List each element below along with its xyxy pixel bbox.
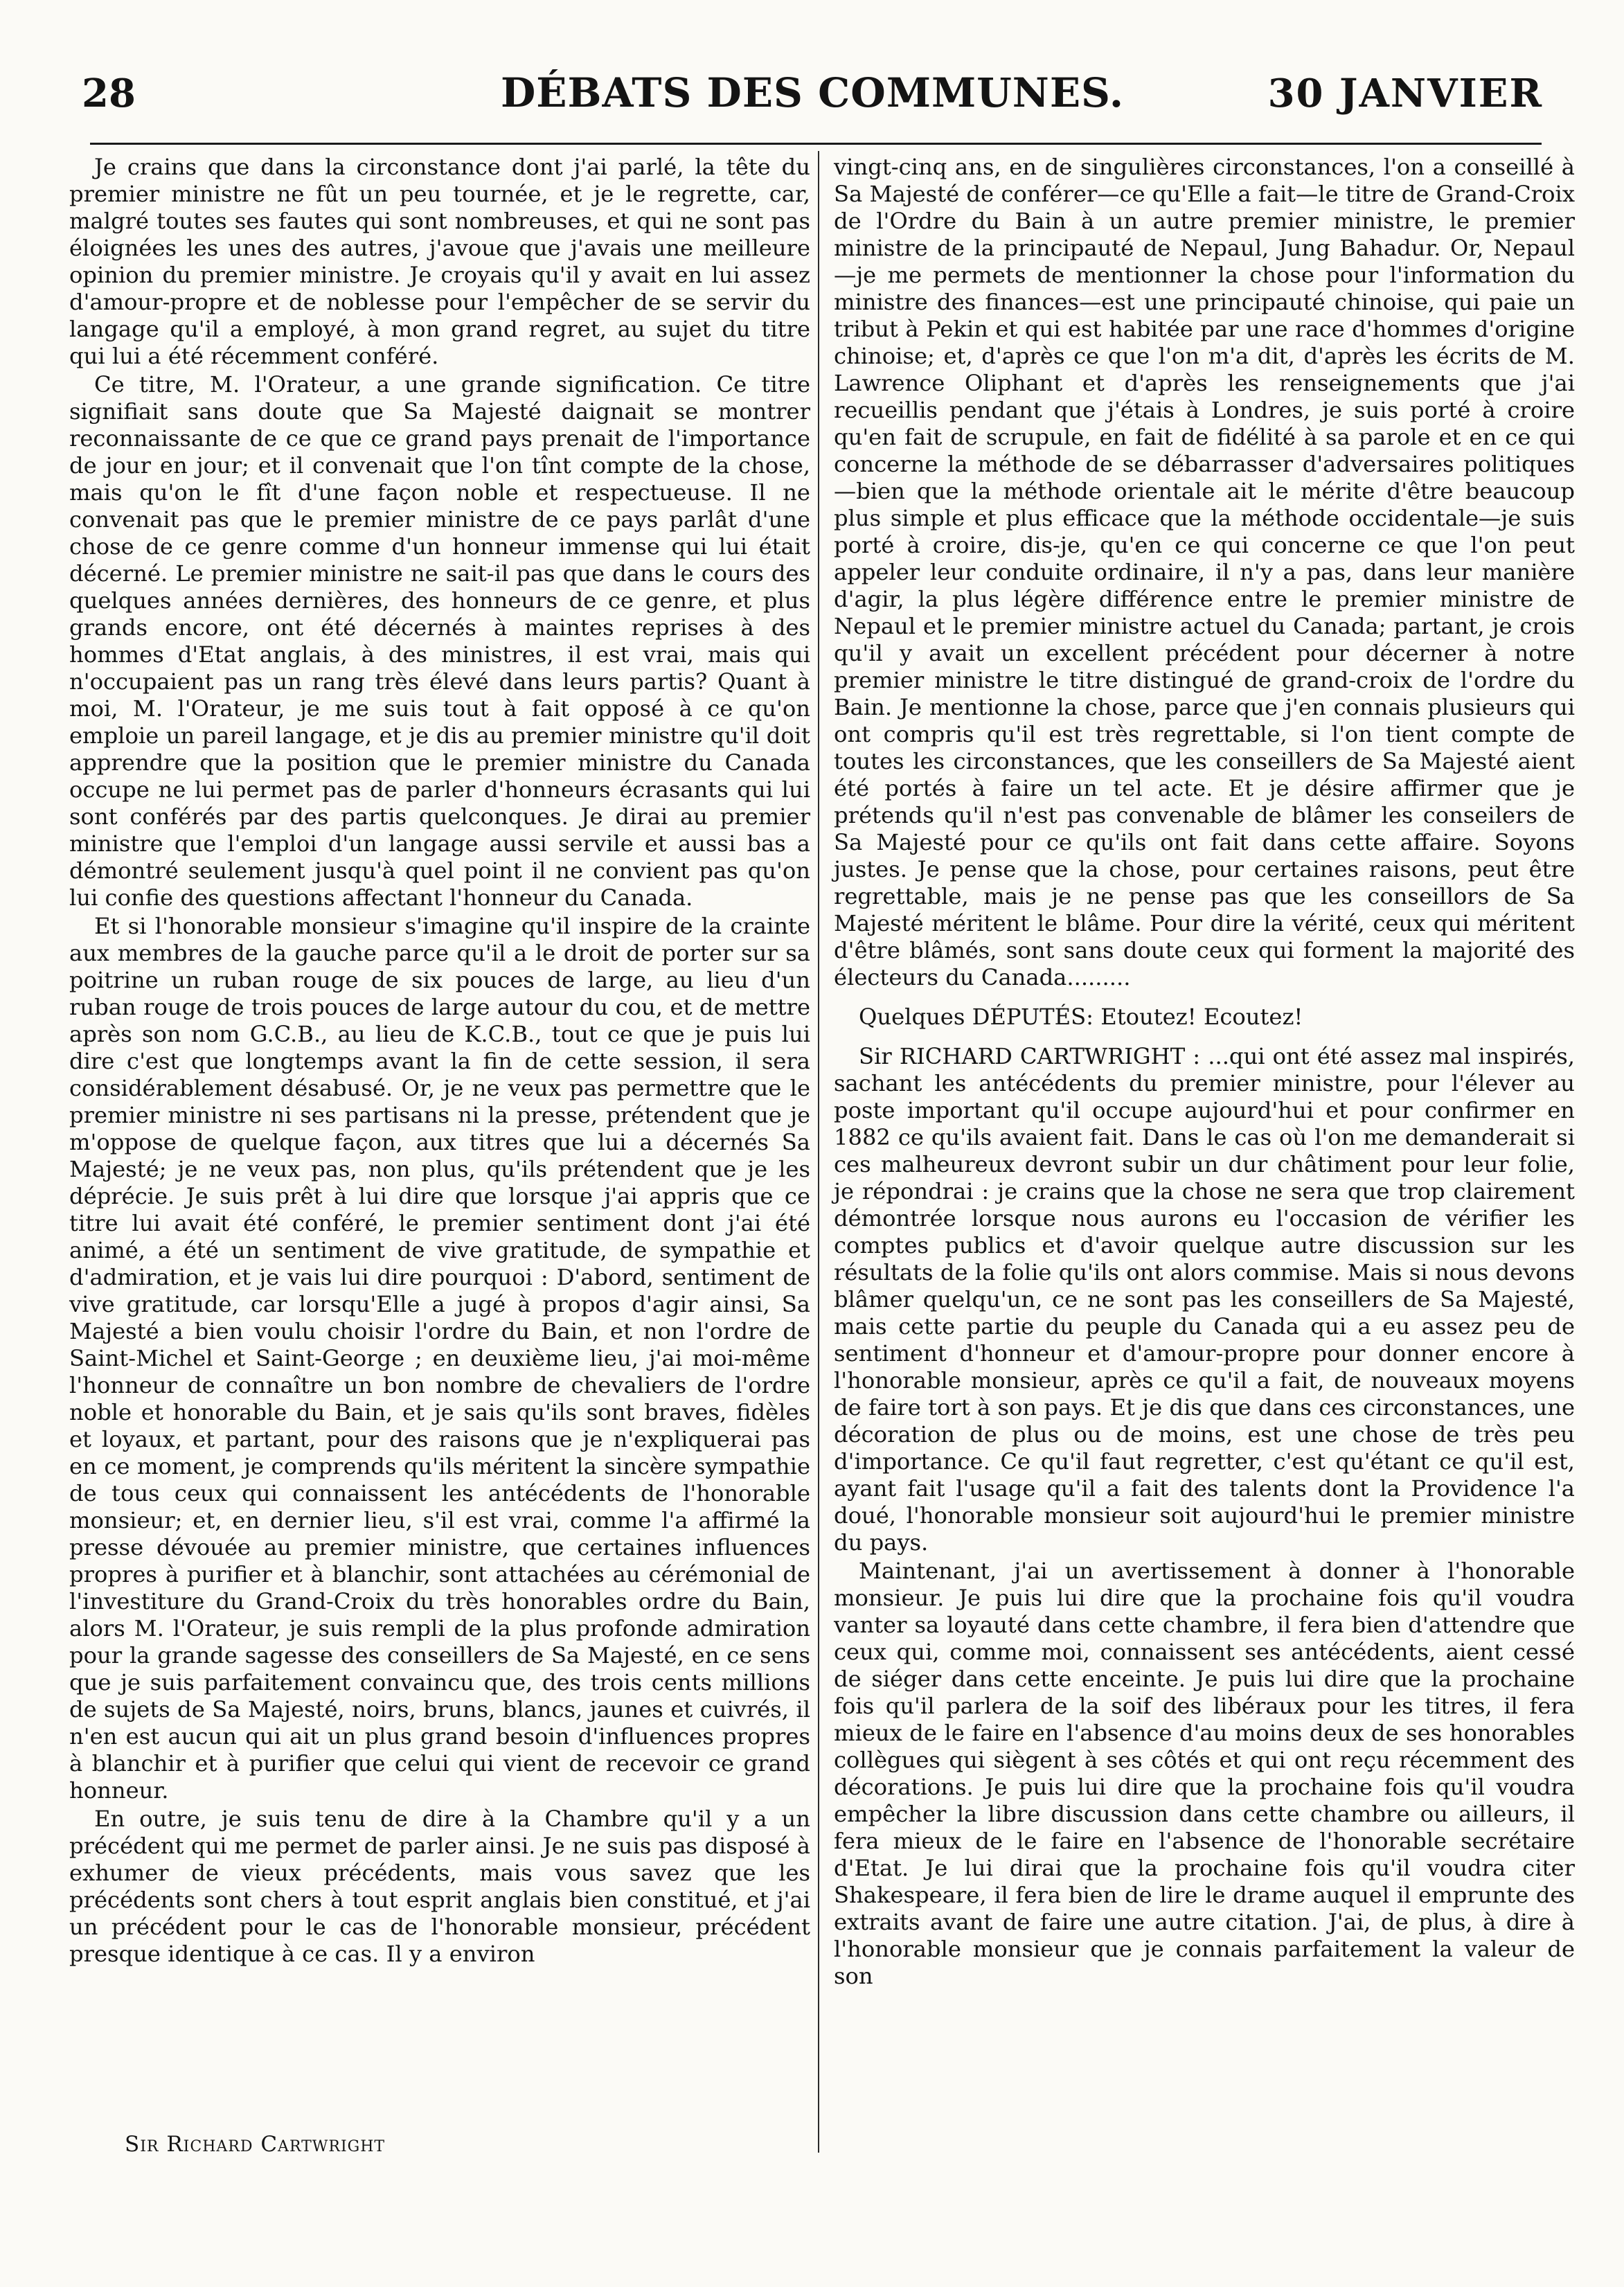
paragraph: Maintenant, j'ai un avertissement à donner à l'honorable monsieur. Je puis lui dire que la prochaine fois qu'il voudra vanter sa loyauté dans cette chambre, il fera bien d'attendre que ceux qui, comme moi, connaissent ses antécédents, aient cessé de siéger dans cette enceinte. Je puis lui dire que la prochaine fois qu'il parlera de la soif des libéraux pour les titres, il fera mieux de le faire en l'absence d'au moins deux de ses honorables collègues qui siègent à ses côtés et qui ont reçu récemment des décorations. Je puis lui dire que la prochaine fois qu'il voudra empêcher la libre discussion dans cette chambre ou ailleurs, il fera mieux de le faire en l'absence de l'honorable secrétaire d'Etat. Je lui dirai que la prochaine fois qu'il voudra citer Shakespeare, il fera bien de lire le drame auquel il emprunte des extraits avant de faire une autre citation. J'ai, de plus, à dire à l'honorable monsieur que je connais parfaitement la valeur de son [834, 1558, 1575, 1989]
speech-paragraph [834, 1043, 1575, 1556]
page-number: 28 [82, 71, 136, 116]
left-column [69, 154, 810, 1969]
paragraph: Ce titre, M. l'Orateur, a une grande signification. Ce titre signifiait sans doute que Sa Majesté daignait se montrer reconnaissante de ce que ce grand pays prenait de l'importance de jour en jour; et il convenait que l'on tînt compte de la chose, mais qu'on le fît d'une façon noble et respectueuse. Il ne convenait pas que le premier ministre de ce pays parlât d'une chose de ce genre comme d'un honneur immense qui lui était décerné. Le premier ministre ne sait-il pas que dans le cours des quelques années dernières, des honneurs de ce genre, et plus grands encore, ont été décernés à maintes reprises à des hommes d'Etat anglais, à des ministres, il est vrai, mais qui n'occupaient pas un rang très élevé dans leurs partis? Quant à moi, M. l'Orateur, je me suis tout à fait opposé à ce qu'on emploie un pareil langage, et je dis au premier ministre qu'il doit apprendre que la position que le premier ministre du Canada occupe ne lui permet pas de parler d'honneurs écrasants qui lui sont conférés par des partis quelconques. Je dirai au premier ministre que l'emploi d'un langage aussi servile et aussi bas a démontré seulement jusqu'à quel point il ne convient pas qu'on lui confie des questions affectant l'honneur du Canada. [69, 371, 810, 911]
paragraph: En outre, je suis tenu de dire à la Chambre qu'il y a un précédent qui me permet de parler ainsi. Je ne suis pas disposé à exhumer de vieux précédents, mais vous savez que les précédents sont chers à tout esprit anglais bien constitué, et j'ai un précédent pour le cas de l'honorable monsieur, précédent presque identique à ce cas. Il y a environ [69, 1806, 810, 1967]
right-column [834, 154, 1575, 1991]
page-date: 30 JANVIER [1267, 71, 1543, 116]
page-title: DÉBATS DES COMMUNES. [500, 69, 1125, 116]
interjection: Quelques DÉPUTÉS: Etoutez! Ecoutez! [859, 1004, 1303, 1030]
paragraph: Je crains que dans la circonstance dont j'ai parlé, la tête du premier ministre ne fût un peu tournée, et je le regrette, car, malgré toutes ses fautes qui sont nombreuses, et qui ne sont pas éloignées les unes des autres, j'avoue que j'avais une meilleure opinion du premier ministre. Je croyais qu'il y avait en lui assez d'amour-propre et de noblesse pour l'empêcher de se servir du langage qu'il a employé, à mon grand regret, au sujet du titre qui lui a été récemment conféré. [69, 154, 810, 369]
page-header [82, 64, 1543, 130]
column-divider [818, 151, 819, 2153]
speech-text: ...qui ont été assez mal inspirés, sachant les antécédents du premier ministre, pour l'élever au poste important qu'il occupe aujourd'hui et pour confirmer en 1882 ce qu'ils avaient fait. Dans le cas où l'on me demanderait si ces malheureux devront subir un dur châtiment pour leur folie, je répondrai : je crains que la chose ne sera que trop clairement démontrée lorsque nous aurons eu l'occasion de vérifier les comptes publics et d'avoir quelque autre discussion sur les résultats de la folie qu'ils ont alors commise. Mais si nous devons blâmer quelqu'un, ce ne sont pas les conseillers de Sa Majesté, mais cette partie du peuple du Canada qui a eu assez peu de sentiment d'honneur et d'amour-propre pour donner encore à l'honorable monsieur, après ce qu'il a fait, de nouveaux moyens de faire tort à son pays. Et je dis que dans ces circonstances, une décoration de plus ou de moins, est une chose de très peu d'importance. Ce qu'il faut regretter, c'est qu'étant ce qu'il est, ayant fait l'usage qu'il a fait des talents dont la Providence l'a doué, l'honorable monsieur soit aujourd'hui le premier ministre du pays. [834, 1043, 1576, 1556]
paragraph: Et si l'honorable monsieur s'imagine qu'il inspire de la crainte aux membres de la gauche parce qu'il a le droit de porter sur sa poitrine un ruban rouge de six pouces de large, au lieu d'un ruban rouge de trois pouces de large autour du cou, et de mettre après son nom G.C.B., au lieu de K.C.B., tout ce que je puis lui dire c'est que longtemps avant la fin de cette session, il sera considérablement désabusé. Or, je ne veux pas permettre que le premier ministre ni ses partisans ni la presse, prétendent que je m'oppose de quelque façon, aux titres que lui a décernés Sa Majesté; je ne veux pas, non plus, qu'ils prétendent que je les déprécie. Je suis prêt à lui dire que lorsque j'ai appris que ce titre lui avait été conféré, le premier sentiment dont j'ai été animé, a été un sentiment de vive gratitude, de sympathie et d'admiration, et je vais lui dire pourquoi : D'abord, sentiment de vive gratitude, car lorsqu'Elle a jugé à propos d'agir ainsi, Sa Majesté a bien voulu choisir l'ordre du Bain, et non l'ordre de Saint-Michel et Saint-George ; en deuxième lieu, j'ai moi-même l'honneur de connaître un bon nombre de chevaliers de l'ordre noble et honorable du Bain, et je sais qu'ils sont braves, fidèles et loyaux, et partant, pour des raisons que je n'expliquerai pas en ce moment, je comprends qu'ils méritent la sincère sympathie de tous ceux qui connaissent les antécédents de l'honorable monsieur; et, en dernier lieu, s'il est vrai, comme l'a affirmé la presse dévouée au premier ministre, que certaines influences propres à purifier et à blanchir, sont attachées au cérémonial de l'investiture du Grand-Croix du très honorables ordre du Bain, alors M. l'Orateur, je suis rempli de la plus profonde admiration pour la grande sagesse des conseillers de Sa Majesté, en ce sens que je suis parfaitement convaincu que, des trois cents millions de sujets de Sa Majesté, noirs, bruns, blancs, jaunes et cuivrés, il n'en est aucun qui ait un plus grand besoin d'influences propres à blanchir et à purifier que celui qui vient de recevoir ce grand honneur. [69, 913, 810, 1804]
running-foot: Sir Richard Cartwright [125, 2132, 386, 2157]
paragraph: vingt-cinq ans, en de singulières circonstances, l'on a conseillé à Sa Majesté de conférer—ce qu'Elle a fait—le titre de Grand-Croix de l'Ordre du Bain à un autre premier ministre, le premier ministre de la principauté de Nepaul, Jung Bahadur. Or, Nepaul—je me permets de mentionner la chose pour l'information du ministre des finances—est une principauté chinoise, qui paie un tribut à Pekin et qui est habitée par une race d'hommes d'origine chinoise; et, d'après ce que l'on m'a dit, d'après les écrits de M. Lawrence Oliphant et d'après les renseignements que j'ai recueillis pendant que j'étais à Londres, je suis porté à croire qu'en fait de scrupule, en fait de fidélité à sa parole et en ce qui concerne la méthode de se débarrasser d'adversaires politiques—bien que la méthode orientale ait le mérite d'être beaucoup plus simple et plus efficace que la méthode occidentale—je suis porté à croire, dis-je, qu'en ce qui concerne ce que l'on peut appeler leur conduite ordinaire, il n'y a pas, dans leur manière d'agir, la plus légère différence entre le premier ministre de Nepaul et le premier ministre actuel du Canada; partant, je crois qu'il y avait un excellent précédent pour décerner à notre premier ministre le titre distingué de grand-croix de l'ordre du Bain. Je mentionne la chose, parce que j'en connais plusieurs qui ont compris qu'il est très regrettable, si l'on tient compte de toutes les circonstances, que les conseillers de Sa Majesté aient été portés à faire un tel acte. Et je désire affirmer que je prétends qu'il n'est pas convenable de blâmer les conseilers de Sa Majesté pour ce qu'ils ont fait dans cette affaire. Soyons justes. Je pense que la chose, pour certaines raisons, peut être regrettable, mais je ne pense pas que les conseillors de Sa Majesté méritent le blâme. Pour dire la vérité, ceux qui méritent d'être blâmés, sont sans doute ceux qui forment la majorité des électeurs du Canada......... [834, 154, 1575, 990]
header-rule [90, 143, 1542, 145]
speaker-name: Sir RICHARD CARTWRIGHT : [859, 1043, 1201, 1069]
